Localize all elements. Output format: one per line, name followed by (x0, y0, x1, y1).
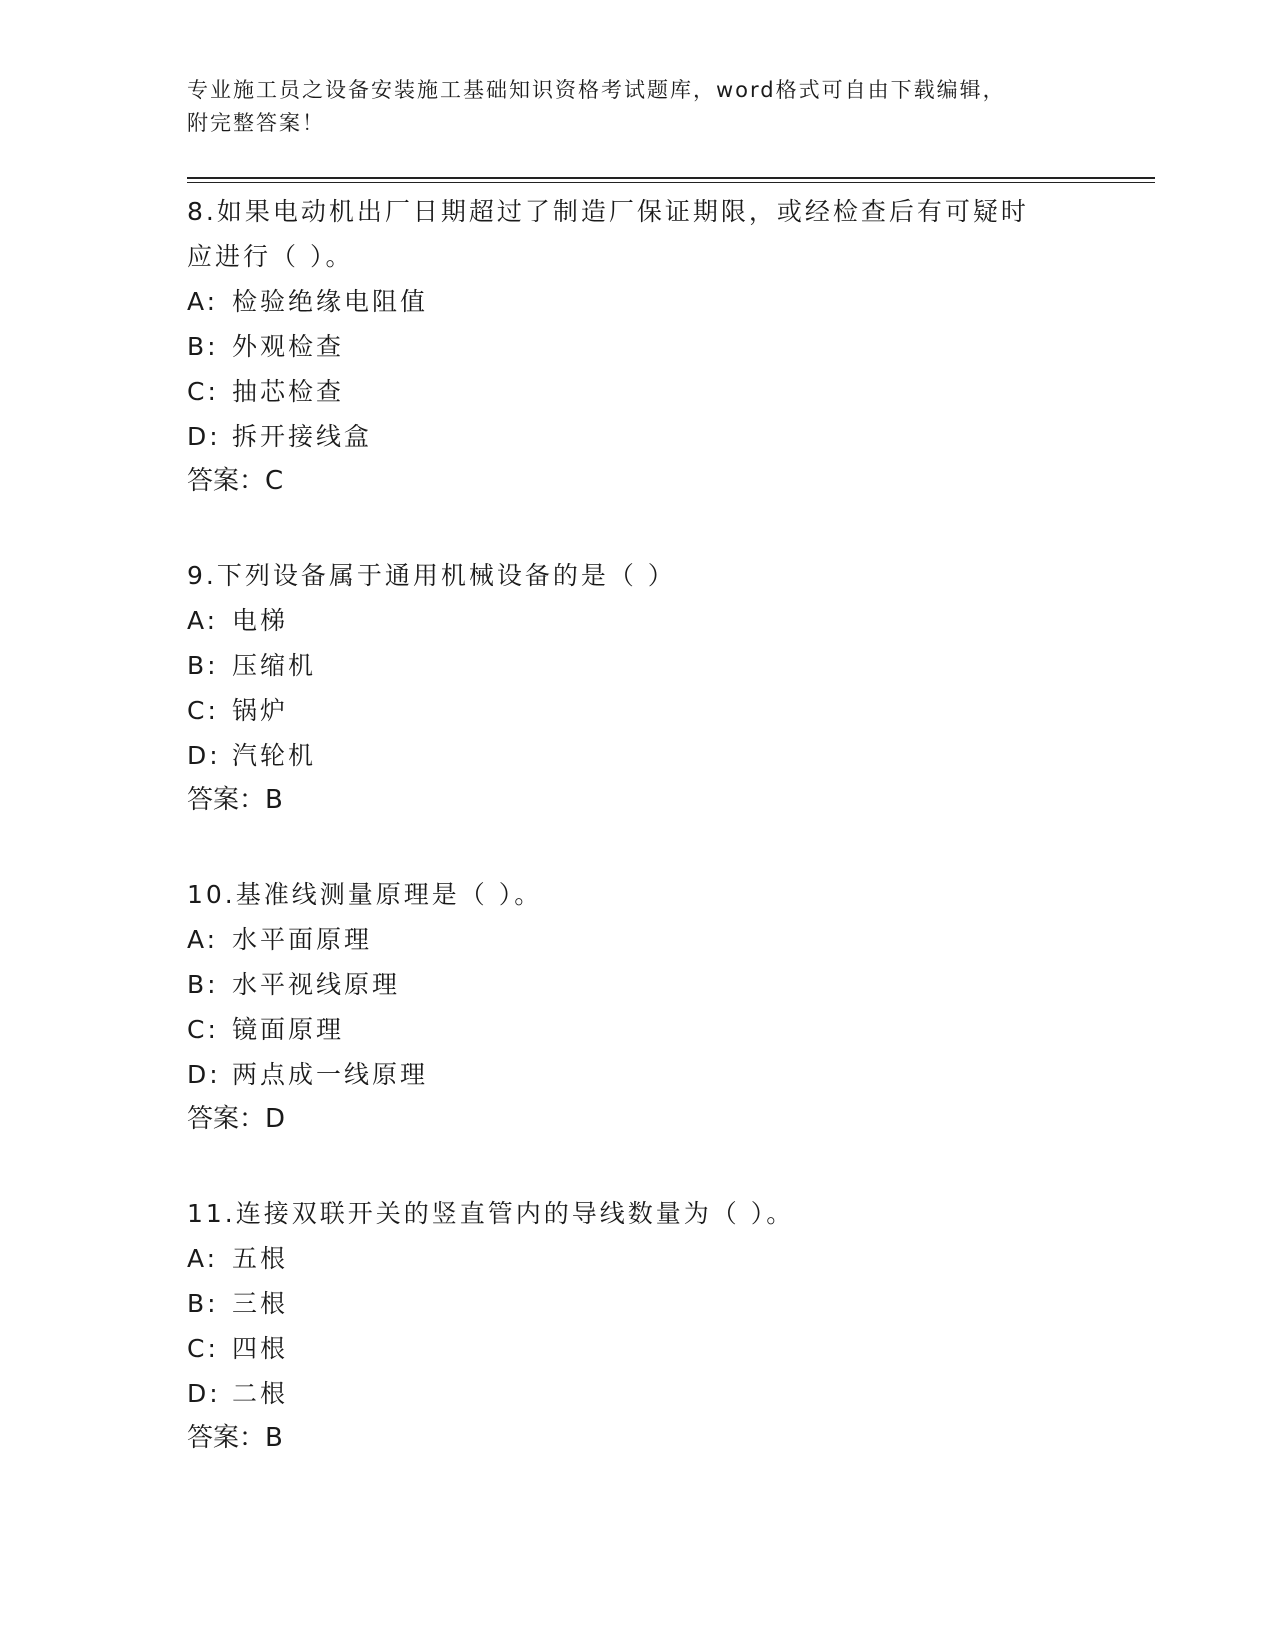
option-key: A: (187, 925, 219, 954)
answer-line: 答案：B (187, 785, 283, 815)
option-key: C: (187, 1334, 219, 1363)
option-d (187, 733, 1155, 778)
header-divider-thin (187, 182, 1155, 183)
option-text: 电梯 (232, 606, 289, 635)
option-b (187, 962, 1155, 1007)
question-9 (187, 553, 1155, 823)
option-text: 抽芯检查 (232, 377, 345, 406)
question-stem (187, 553, 1067, 598)
option-a (187, 917, 1155, 962)
option-text: 五根 (232, 1244, 289, 1273)
option-d (187, 1371, 1155, 1416)
option-key: A: (187, 287, 219, 316)
option-key: B: (187, 651, 219, 680)
answer-line: 答案：C (187, 466, 284, 496)
question-10 (187, 872, 1155, 1142)
option-a (187, 279, 1155, 324)
question-stem-line-1: 11.连接双联开关的竖直管内的导线数量为（ ）。 (187, 1199, 795, 1228)
question-8 (187, 189, 1155, 504)
option-key: D: (187, 422, 221, 451)
question-stem (187, 1191, 1067, 1236)
option-text: 外观检查 (232, 332, 345, 361)
option-text: 水平面原理 (232, 925, 373, 954)
question-stem-line-1: 9.下列设备属于通用机械设备的是（ ） (187, 561, 676, 590)
option-key: C: (187, 696, 219, 725)
header-divider-thick (187, 177, 1155, 179)
option-b (187, 324, 1155, 369)
option-text: 拆开接线盒 (232, 422, 373, 451)
question-stem-line-2: 应进行（ ）。 (187, 242, 354, 271)
option-d (187, 1052, 1155, 1097)
option-b (187, 643, 1155, 688)
option-a (187, 598, 1155, 643)
option-text: 三根 (232, 1289, 289, 1318)
option-text: 汽轮机 (232, 741, 317, 770)
question-11 (187, 1191, 1155, 1461)
option-c (187, 688, 1155, 733)
header-line-1: 专业施工员之设备安装施工基础知识资格考试题库，word格式可自由下载编辑， (187, 78, 1006, 102)
option-text: 镜面原理 (232, 1015, 345, 1044)
option-text: 四根 (232, 1334, 289, 1363)
option-text: 锅炉 (232, 696, 289, 725)
question-stem-line-1: 8.如果电动机出厂日期超过了制造厂保证期限，或经检查后有可疑时 (187, 197, 1029, 226)
option-key: D: (187, 741, 221, 770)
option-key: D: (187, 1060, 221, 1089)
question-stem (187, 189, 1067, 279)
option-key: C: (187, 1015, 219, 1044)
option-d (187, 414, 1155, 459)
option-text: 检验绝缘电阻值 (232, 287, 429, 316)
option-key: C: (187, 377, 219, 406)
option-text: 水平视线原理 (232, 970, 401, 999)
option-text: 二根 (232, 1379, 289, 1408)
option-key: B: (187, 332, 219, 361)
header-line-2: 附完整答案！ (187, 111, 325, 135)
option-c (187, 1326, 1155, 1371)
option-text: 压缩机 (232, 651, 317, 680)
option-key: A: (187, 606, 219, 635)
option-key: B: (187, 1289, 219, 1318)
question-list (187, 189, 1155, 1510)
option-key: D: (187, 1379, 221, 1408)
option-b (187, 1281, 1155, 1326)
document-header (187, 74, 1087, 140)
answer-line: 答案：D (187, 1104, 286, 1134)
option-c (187, 369, 1155, 414)
question-stem (187, 872, 1067, 917)
question-stem-line-1: 10.基准线测量原理是（ ）。 (187, 880, 543, 909)
option-key: A: (187, 1244, 219, 1273)
option-a (187, 1236, 1155, 1281)
answer-line: 答案：B (187, 1423, 283, 1453)
option-key: B: (187, 970, 219, 999)
option-c (187, 1007, 1155, 1052)
option-text: 两点成一线原理 (232, 1060, 429, 1089)
